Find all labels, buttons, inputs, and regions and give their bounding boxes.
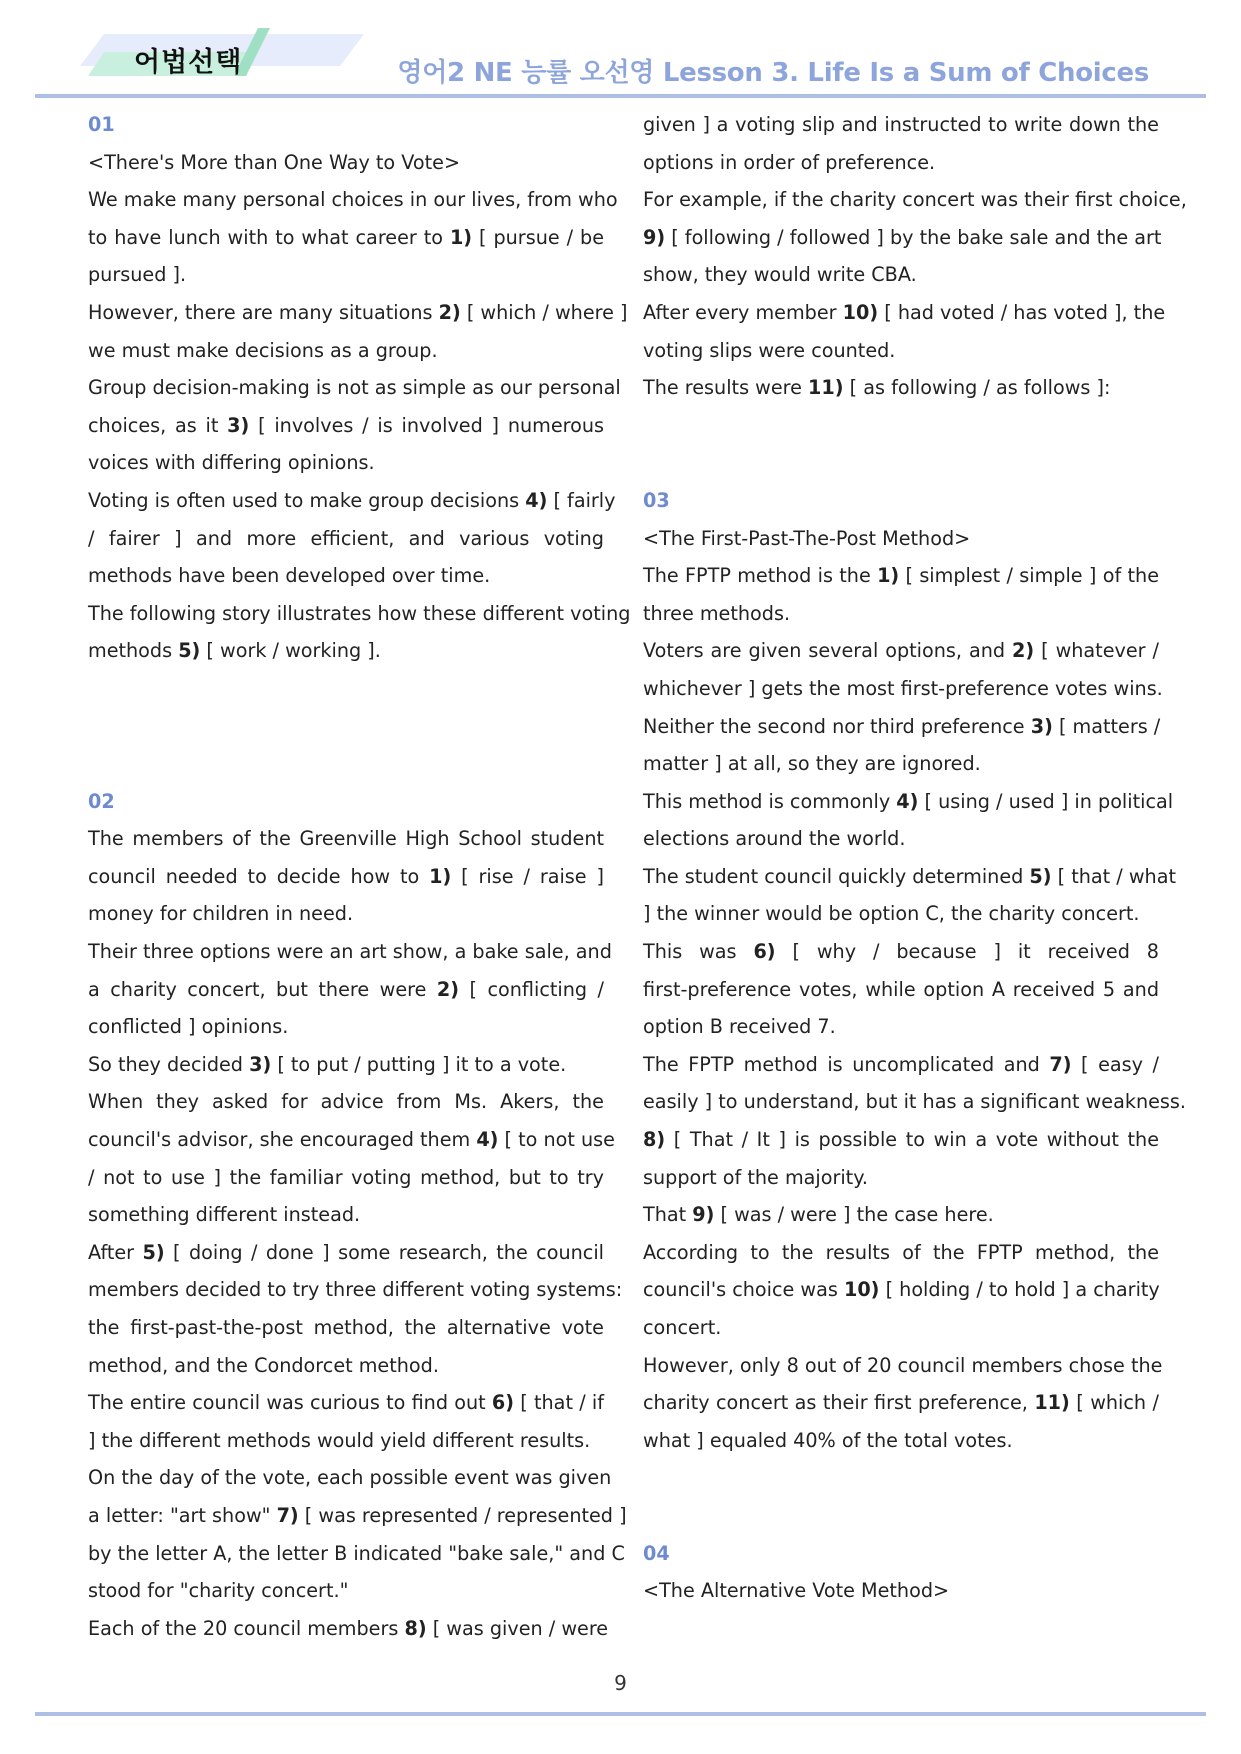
text-line: easily ] to understand, but it has a significant weakness. [643,1090,1187,1114]
text-line: methods have been developed over time. [88,564,491,588]
text-line: ] the winner would be option C, the charity concert. [643,902,1140,926]
question-number: 8) [404,1616,427,1640]
header-divider [35,94,1206,98]
text-line: pursued ]. [88,263,187,287]
text-line: This was 6) [ why / because ] it received 8 [643,940,1159,964]
section-tag-label: 어법선택 [134,47,243,78]
question-number: 2) [436,977,460,1001]
text-line: conflicted ] opinions. [88,1015,289,1039]
text-line: The members of the Greenville High School student [88,827,604,851]
text-line: ] the different methods would yield different results. [88,1428,591,1452]
text-line: method, and the Condorcet method. [88,1353,439,1377]
text-line: members decided to try three different voting systems: [88,1278,623,1302]
text-line: Neither the second nor third preference 3) [ matters / [643,714,1161,738]
page-header-title: 영어2 NE 능률 오선영 Lesson 3. Life Is a Sum of Choices [397,58,1149,88]
question-number: 7) [1049,1052,1072,1076]
text-line: a charity concert, but there were 2) [ conflicting / [88,977,604,1001]
question-number: 11) [808,376,844,400]
text-line: council's advisor, she encouraged them 4) [ to not use [88,1128,615,1152]
question-number: 3) [1030,714,1053,738]
question-number: 11) [1034,1391,1070,1415]
left-column [88,106,631,1647]
text-line: stood for "charity concert." [88,1579,349,1603]
passage-number: 03 [643,488,670,512]
text-line: to have lunch with to what career to 1) [ pursue / be [88,225,605,249]
text-line: given ] a voting slip and instructed to write down the [643,113,1159,136]
text-line: a letter: "art show" 7) [ was represented / represented ] [88,1503,627,1527]
question-number: 4) [476,1128,499,1152]
spacer [643,1497,1159,1535]
text-line: choices, as it 3) [ involves / is involved ] numerous [88,413,605,437]
question-number: 2) [438,300,461,324]
text-line: The student council quickly determined 5) [ that / what [643,864,1176,888]
text-line: According to the results of the FPTP method, the [643,1240,1159,1264]
text-line: That 9) [ was / were ] the case here. [643,1203,994,1227]
question-number: 5) [1029,864,1052,888]
question-number: 10) [843,1278,880,1302]
text-line: what ] equaled 40% of the total votes. [643,1428,1013,1452]
question-number: 10) [842,300,879,324]
text-line: After 5) [ doing / done ] some research, the council [88,1240,604,1264]
question-number: 5) [178,639,201,663]
text-line: <There's More than One Way to Vote> [88,150,461,174]
spacer [88,670,604,708]
text-line: options in order of preference. [643,150,936,174]
text-line: 8) [ That / It ] is possible to win a vote without the [643,1128,1159,1152]
text-line: money for children in need. [88,902,354,926]
question-number: 9) [692,1203,715,1227]
question-number: 5) [142,1240,165,1264]
text-line: After every member 10) [ had voted / has voted ], the [643,300,1166,324]
spacer [643,407,1159,445]
text-line: show, they would write CBA. [643,263,917,287]
question-number: 7) [276,1503,299,1527]
text-line: This method is commonly 4) [ using / used ] in political [643,789,1174,813]
text-line: first-preference votes, while option A received 5 and [643,977,1159,1001]
text-line: Each of the 20 council members 8) [ was given / were [88,1616,609,1640]
text-line: charity concert as their first preference, 11) [ which / [643,1391,1159,1415]
text-line: Voters are given several options, and 2) [ whatever / [643,639,1159,663]
text-line: <The Alternative Vote Method> [643,1579,950,1603]
text-line: The FPTP method is the 1) [ simplest / simple ] of the [643,564,1159,588]
text-line: option B received 7. [643,1015,836,1039]
question-number: 1) [877,564,900,588]
question-number: 6) [491,1391,515,1415]
spacer [643,1459,1159,1497]
footer-divider [35,1712,1206,1716]
passage-number: 04 [643,1541,670,1565]
text-line: / fairer ] and more efficient, and various voting [88,526,604,550]
text-line: The entire council was curious to find out 6) [ that / if [88,1391,604,1415]
question-number: 6) [753,940,776,964]
text-line: support of the majority. [643,1165,868,1189]
text-line: concert. [643,1316,722,1339]
text-line: Their three options were an art show, a bake sale, and [88,940,612,964]
question-number: 2) [1012,639,1035,663]
text-line: When they asked for advice from Ms. Akers, the [88,1090,604,1114]
text-line: <The First-Past-The-Post Method> [643,526,971,550]
text-line: matter ] at all, so they are ignored. [643,752,981,776]
text-line: council's choice was 10) [ holding / to hold ] a charity [643,1278,1160,1302]
question-number: 1) [449,225,473,249]
text-line: The FPTP method is uncomplicated and 7) [ easy / [643,1052,1159,1076]
passage-number: 01 [88,113,115,136]
page-number: 9 [614,1671,627,1695]
text-line: / not to use ] the familiar voting method, but to try [88,1165,604,1189]
spacer [88,745,604,783]
text-line: something different instead. [88,1203,361,1227]
spacer [88,708,604,746]
text-line: council needed to decide how to 1) [ rise / raise ] [88,864,604,888]
text-line: So they decided 3) [ to put / putting ] it to a vote. [88,1052,567,1076]
section-tag [64,28,364,84]
question-number: 1) [429,864,452,888]
text-line: Voting is often used to make group decisions 4) [ fairly [88,488,616,512]
text-line: whichever ] gets the most first-preference votes wins. [643,676,1163,700]
question-number: 4) [896,789,919,813]
text-line: methods 5) [ work / working ]. [88,639,381,663]
question-number: 4) [525,488,548,512]
text-line: the first-past-the-post method, the alternative vote [88,1316,604,1339]
right-column [643,106,1187,1610]
text-line: The results were 11) [ as following / as follows ]: [643,376,1111,400]
text-line: For example, if the charity concert was their first choice, [643,188,1187,212]
text-line: we must make decisions as a group. [88,338,438,362]
question-number: 3) [249,1052,272,1076]
text-line: voices with differing opinions. [88,451,375,475]
text-line: The following story illustrates how these different voting [88,601,631,625]
text-line: three methods. [643,601,791,625]
question-number: 9) [643,225,666,249]
question-number: 8) [643,1128,666,1152]
spacer [643,444,1159,482]
text-line: 9) [ following / followed ] by the bake sale and the art [643,225,1162,249]
text-line: by the letter A, the letter B indicated "bake sale," and C [88,1541,625,1565]
text-line: Group decision-making is not as simple as our personal [88,376,621,400]
text-line: On the day of the vote, each possible event was given [88,1466,612,1490]
text-line: However, only 8 out of 20 council members chose the [643,1353,1163,1377]
passage-number: 02 [88,789,115,813]
text-line: However, there are many situations 2) [ which / where ] [88,300,628,324]
question-number: 3) [227,413,250,437]
text-line: elections around the world. [643,827,906,851]
text-line: voting slips were counted. [643,338,896,362]
text-line: We make many personal choices in our lives, from who [88,188,618,212]
